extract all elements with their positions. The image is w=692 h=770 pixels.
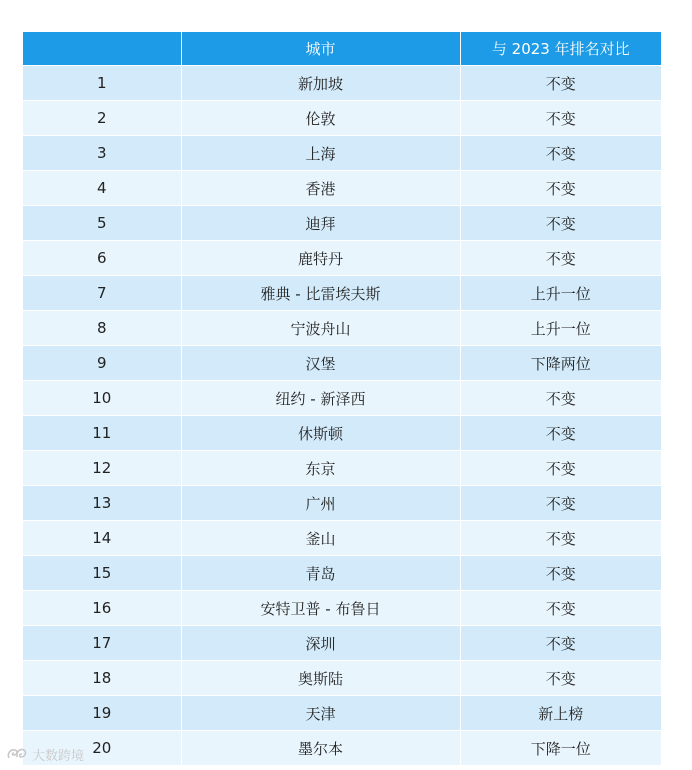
table-row bbox=[23, 241, 661, 276]
change-cell: 不变 bbox=[460, 66, 661, 101]
change-cell: 不变 bbox=[460, 486, 661, 521]
city-cell: 广州 bbox=[181, 486, 460, 521]
rank-cell: 17 bbox=[23, 626, 181, 661]
change-cell: 不变 bbox=[460, 451, 661, 486]
change-cell: 不变 bbox=[460, 661, 661, 696]
header-city: 城市 bbox=[181, 32, 460, 66]
rank-cell: 19 bbox=[23, 696, 181, 731]
change-cell: 不变 bbox=[460, 171, 661, 206]
table-row bbox=[23, 171, 661, 206]
table-row bbox=[23, 556, 661, 591]
city-cell: 上海 bbox=[181, 136, 460, 171]
city-cell: 宁波舟山 bbox=[181, 311, 460, 346]
rank-cell: 20 bbox=[23, 731, 181, 766]
rank-cell: 7 bbox=[23, 276, 181, 311]
city-cell: 安特卫普 - 布鲁日 bbox=[181, 591, 460, 626]
rank-cell: 1 bbox=[23, 66, 181, 101]
rank-cell: 3 bbox=[23, 136, 181, 171]
change-cell: 上升一位 bbox=[460, 276, 661, 311]
table-row bbox=[23, 311, 661, 346]
watermark bbox=[6, 744, 84, 764]
city-cell: 釜山 bbox=[181, 521, 460, 556]
rank-cell: 8 bbox=[23, 311, 181, 346]
city-cell: 新加坡 bbox=[181, 66, 460, 101]
rank-cell: 10 bbox=[23, 381, 181, 416]
city-cell: 汉堡 bbox=[181, 346, 460, 381]
city-cell: 香港 bbox=[181, 171, 460, 206]
table-row bbox=[23, 626, 661, 661]
table-row bbox=[23, 416, 661, 451]
city-cell: 伦敦 bbox=[181, 101, 460, 136]
table-row bbox=[23, 731, 661, 766]
city-cell: 东京 bbox=[181, 451, 460, 486]
city-cell: 青岛 bbox=[181, 556, 460, 591]
city-cell: 鹿特丹 bbox=[181, 241, 460, 276]
watermark-text: 大数跨境 bbox=[32, 748, 85, 764]
table-row bbox=[23, 136, 661, 171]
header-rank bbox=[23, 32, 181, 66]
change-cell: 不变 bbox=[460, 101, 661, 136]
change-cell: 不变 bbox=[460, 136, 661, 171]
change-cell: 不变 bbox=[460, 556, 661, 591]
rank-cell: 15 bbox=[23, 556, 181, 591]
change-cell: 下降一位 bbox=[460, 731, 661, 766]
table-row bbox=[23, 696, 661, 731]
change-cell: 不变 bbox=[460, 206, 661, 241]
city-cell: 迪拜 bbox=[181, 206, 460, 241]
rank-cell: 18 bbox=[23, 661, 181, 696]
rank-cell: 11 bbox=[23, 416, 181, 451]
city-cell: 休斯顿 bbox=[181, 416, 460, 451]
table-row bbox=[23, 591, 661, 626]
city-cell: 深圳 bbox=[181, 626, 460, 661]
table-header-row bbox=[23, 32, 661, 66]
table-row bbox=[23, 346, 661, 381]
city-cell: 雅典 - 比雷埃夫斯 bbox=[181, 276, 460, 311]
rank-cell: 9 bbox=[23, 346, 181, 381]
table-row bbox=[23, 101, 661, 136]
table-body bbox=[23, 66, 661, 766]
city-cell: 天津 bbox=[181, 696, 460, 731]
rank-cell: 2 bbox=[23, 101, 181, 136]
rank-cell: 6 bbox=[23, 241, 181, 276]
table-row bbox=[23, 521, 661, 556]
city-cell: 奥斯陆 bbox=[181, 661, 460, 696]
table-row bbox=[23, 381, 661, 416]
city-cell: 墨尔本 bbox=[181, 731, 460, 766]
rank-cell: 12 bbox=[23, 451, 181, 486]
change-cell: 下降两位 bbox=[460, 346, 661, 381]
table-row bbox=[23, 486, 661, 521]
change-cell: 上升一位 bbox=[460, 311, 661, 346]
change-cell: 不变 bbox=[460, 241, 661, 276]
rank-cell: 4 bbox=[23, 171, 181, 206]
change-cell: 新上榜 bbox=[460, 696, 661, 731]
brand-logo-icon bbox=[6, 746, 28, 762]
table-row bbox=[23, 661, 661, 696]
change-cell: 不变 bbox=[460, 521, 661, 556]
header-change: 与 2023 年排名对比 bbox=[460, 32, 661, 66]
rank-cell: 13 bbox=[23, 486, 181, 521]
change-cell: 不变 bbox=[460, 591, 661, 626]
table-row bbox=[23, 276, 661, 311]
change-cell: 不变 bbox=[460, 626, 661, 661]
change-cell: 不变 bbox=[460, 381, 661, 416]
city-cell: 纽约 - 新泽西 bbox=[181, 381, 460, 416]
change-cell: 不变 bbox=[460, 416, 661, 451]
rank-cell: 5 bbox=[23, 206, 181, 241]
table-row bbox=[23, 66, 661, 101]
table-row bbox=[23, 206, 661, 241]
table-row bbox=[23, 451, 661, 486]
rank-cell: 14 bbox=[23, 521, 181, 556]
rank-cell: 16 bbox=[23, 591, 181, 626]
ranking-table bbox=[23, 32, 661, 765]
